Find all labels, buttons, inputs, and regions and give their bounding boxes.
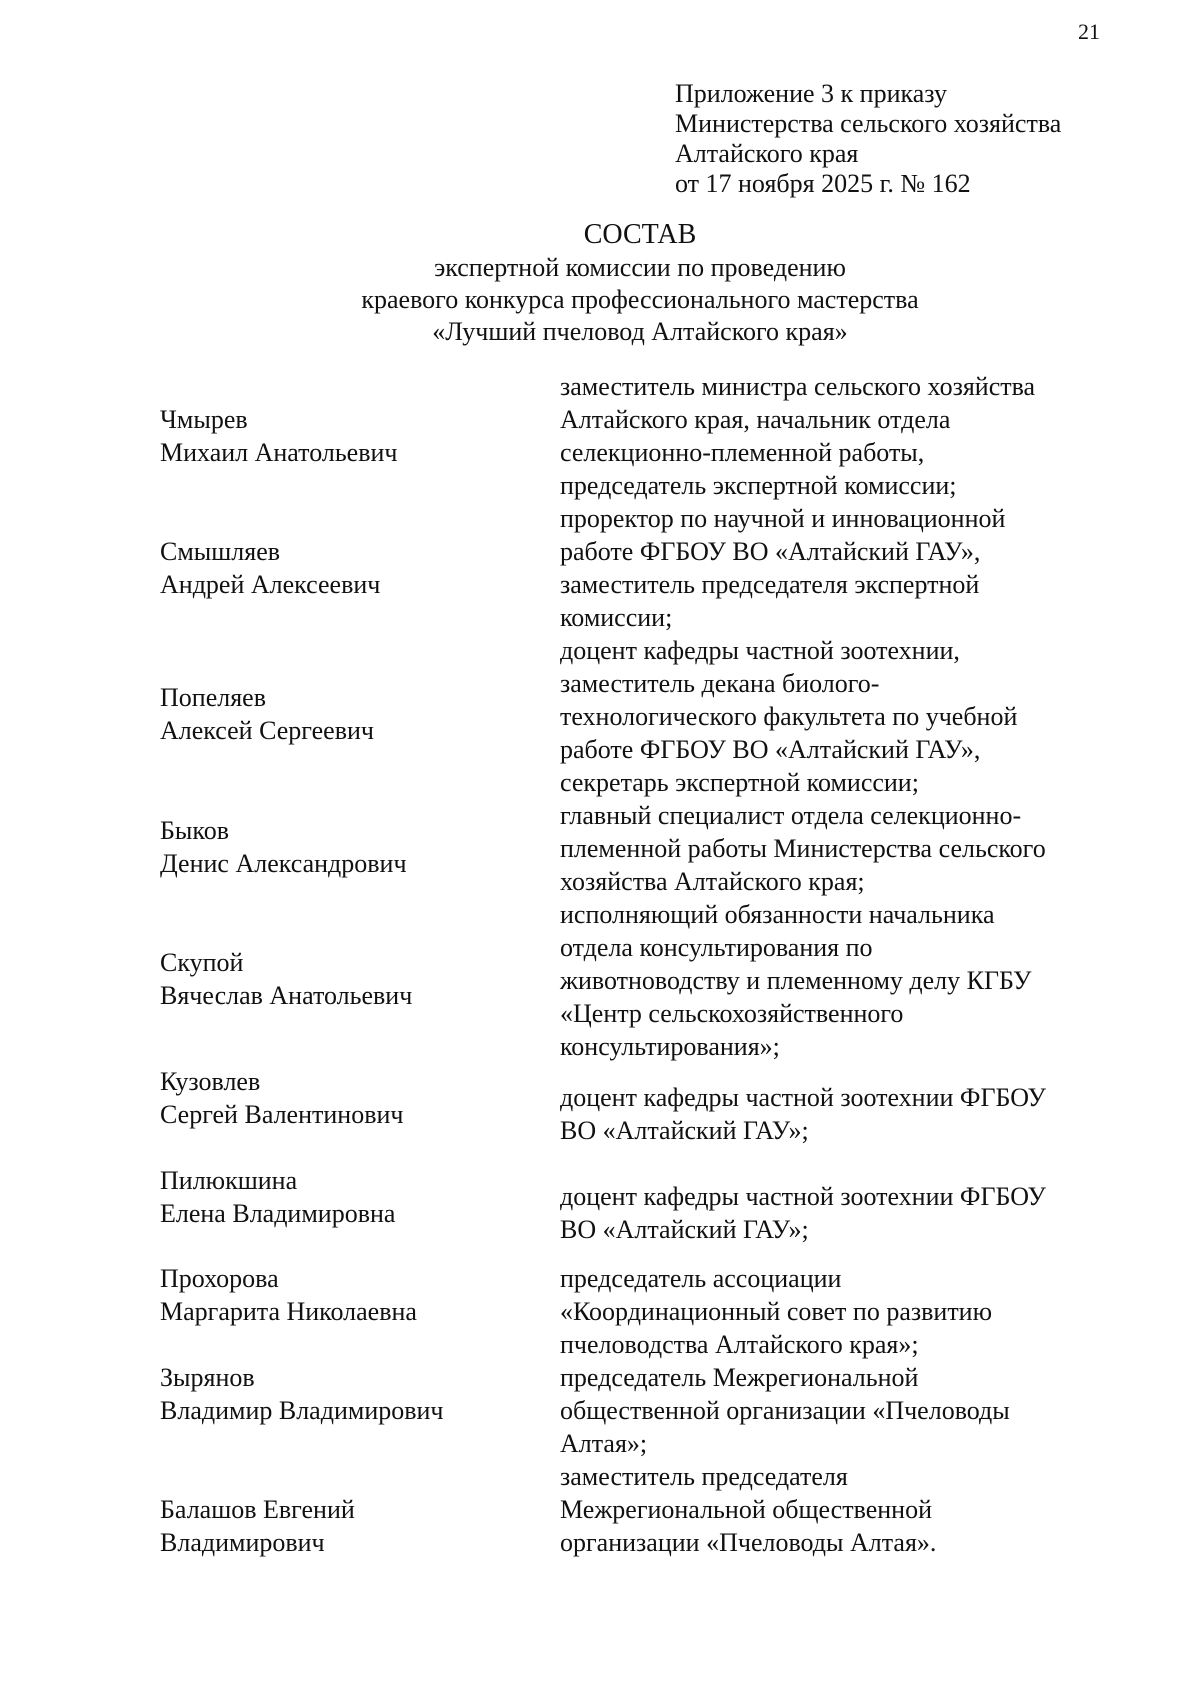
title-line: «Лучший пчеловод Алтайского края» [432, 317, 848, 346]
member-role [560, 370, 1120, 502]
member-name [160, 403, 540, 469]
role-line: заместитель министра сельского хозяйства [560, 372, 1036, 401]
surname: Чмырев [160, 405, 248, 434]
role-line: ВО «Алтайский ГАУ»; [560, 1215, 809, 1244]
role-line: доцент кафедры частной зоотехнии ФГБОУ [560, 1182, 1046, 1211]
role-line: исполняющий обязанности начальника [560, 900, 995, 929]
given-names: Андрей Алексеевич [160, 570, 381, 599]
role-line: доцент кафедры частной зоотехнии ФГБОУ [560, 1083, 1046, 1112]
role-line: пчеловодства Алтайского края»; [560, 1330, 919, 1359]
member-name [160, 1262, 540, 1328]
member-name [160, 681, 540, 747]
appendix-line: Приложение 3 к приказу [675, 79, 948, 108]
role-line: председатель Межрегиональной [560, 1363, 919, 1392]
role-line: селекционно-племенной работы, [560, 438, 925, 467]
role-line: животноводству и племенному делу КГБУ [560, 966, 1032, 995]
member-name [160, 814, 540, 880]
role-line: «Центр сельскохозяйственного [560, 999, 904, 1028]
member-role [560, 1180, 1120, 1246]
role-line: хозяйства Алтайского края; [560, 867, 865, 896]
appendix-line: от 17 ноября 2025 г. № 162 [675, 169, 971, 198]
role-line: организации «Пчеловоды Алтая». [560, 1528, 937, 1557]
given-names: Владимирович [160, 1528, 325, 1557]
surname: Смышляев [160, 537, 281, 566]
role-line: отдела консультирования по [560, 933, 873, 962]
role-line: консультирования»; [560, 1032, 780, 1061]
appendix-line: Алтайского края [675, 139, 859, 168]
member-name [160, 1065, 540, 1131]
given-names: Вячеслав Анатольевич [160, 981, 413, 1010]
given-names: Михаил Анатольевич [160, 438, 398, 467]
surname: Зырянов [160, 1363, 255, 1392]
member-role [560, 1361, 1120, 1460]
role-line: доцент кафедры частной зоотехнии, [560, 636, 960, 665]
appendix-header [675, 79, 1145, 199]
role-line: комиссии; [560, 603, 673, 632]
role-line: заместитель декана биолого- [560, 669, 880, 698]
given-names: Сергей Валентинович [160, 1100, 404, 1129]
title-line: экспертной комиссии по проведению [434, 253, 846, 282]
document-title [160, 218, 1120, 348]
role-line: проректор по научной и инновационной [560, 504, 1006, 533]
member-name [160, 1361, 540, 1427]
role-line: секретарь экспертной комиссии; [560, 768, 919, 797]
role-line: племенной работы Министерства сельского [560, 834, 1046, 863]
member-name [160, 535, 540, 601]
role-line: Межрегиональной общественной [560, 1495, 932, 1524]
member-role [560, 1081, 1120, 1147]
surname: Скупой [160, 948, 244, 977]
surname: Пилюкшина [160, 1166, 298, 1195]
member-role [560, 502, 1120, 634]
role-line: общественной организации «Пчеловоды [560, 1396, 1010, 1425]
member-role [560, 799, 1120, 898]
given-names: Алексей Сергеевич [160, 716, 374, 745]
member-role [560, 1460, 1120, 1559]
given-names: Елена Владимировна [160, 1199, 396, 1228]
role-line: работе ФГБОУ ВО «Алтайский ГАУ», [560, 537, 981, 566]
member-name [160, 946, 540, 1012]
role-line: работе ФГБОУ ВО «Алтайский ГАУ», [560, 735, 981, 764]
surname: Быков [160, 816, 229, 845]
appendix-line: Министерства сельского хозяйства [675, 109, 1062, 138]
role-line: заместитель председателя [560, 1462, 848, 1491]
member-role [560, 898, 1120, 1063]
member-name [160, 1164, 540, 1230]
given-names: Маргарита Николаевна [160, 1297, 417, 1326]
role-line: ВО «Алтайский ГАУ»; [560, 1116, 809, 1145]
role-line: «Координационный совет по развитию [560, 1297, 993, 1326]
member-role [560, 634, 1120, 799]
surname: Балашов Евгений [160, 1495, 355, 1524]
role-line: технологического факультета по учебной [560, 702, 1018, 731]
role-line: Алтая»; [560, 1429, 648, 1458]
page-number: 21 [1078, 19, 1100, 44]
member-role [560, 1262, 1120, 1361]
given-names: Денис Александрович [160, 849, 407, 878]
role-line: председатель экспертной комиссии; [560, 471, 957, 500]
role-line: председатель ассоциации [560, 1264, 842, 1293]
title-line: краевого конкурса профессионального мастерства [361, 285, 919, 314]
role-line: заместитель председателя экспертной [560, 570, 980, 599]
role-line: Алтайского края, начальник отдела [560, 405, 951, 434]
member-name [160, 1493, 540, 1559]
role-line: главный специалист отдела селекционно- [560, 801, 1022, 830]
surname: Кузовлев [160, 1067, 261, 1096]
given-names: Владимир Владимирович [160, 1396, 444, 1425]
title-main: СОСТАВ [583, 219, 697, 250]
surname: Прохорова [160, 1264, 279, 1293]
surname: Попеляев [160, 683, 266, 712]
